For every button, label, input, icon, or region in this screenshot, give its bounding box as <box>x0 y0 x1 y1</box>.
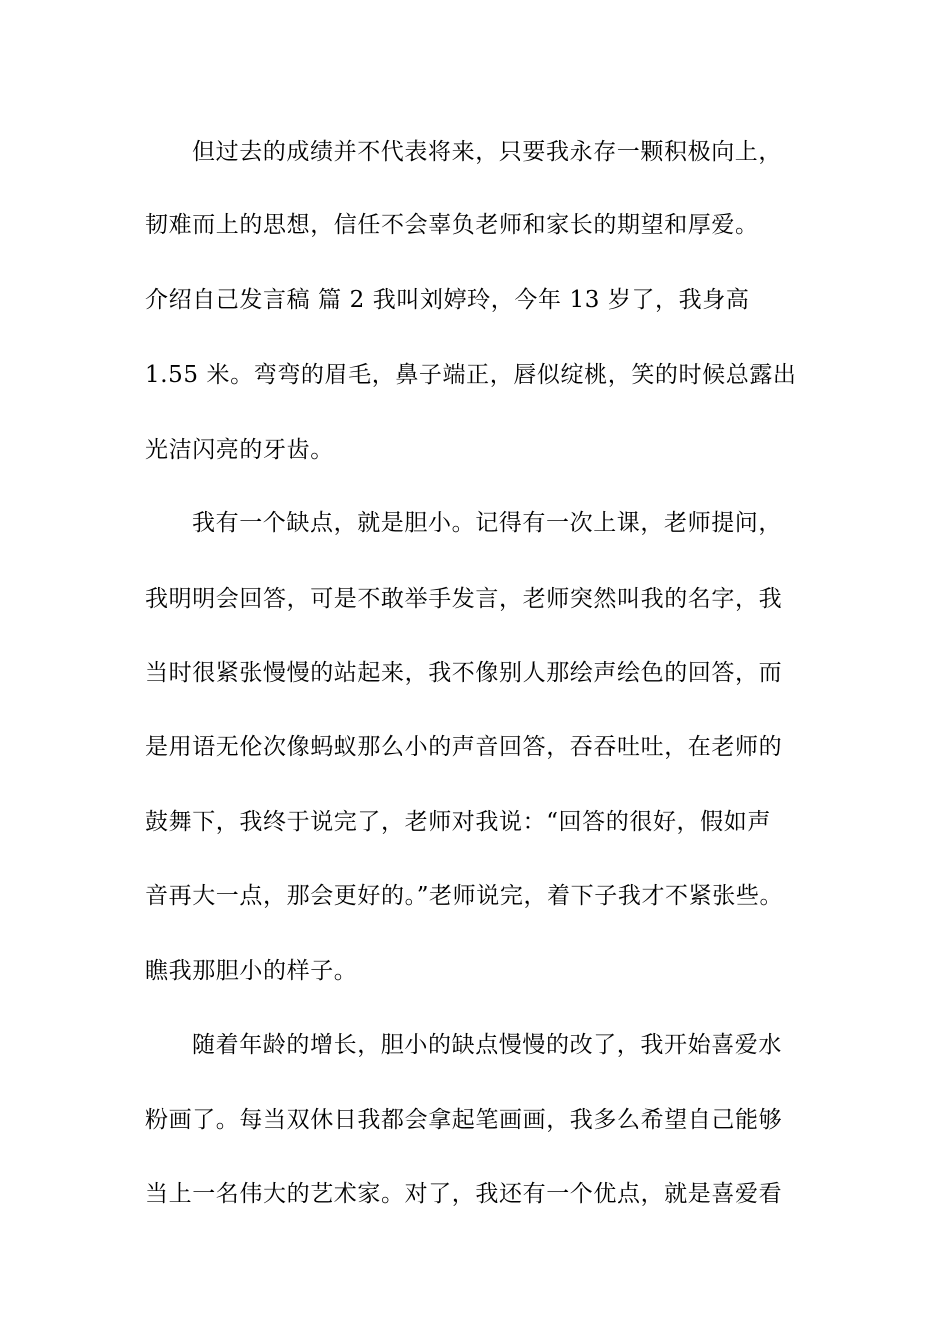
text-line-11: 音再大一点，那会更好的。”老师说完，着下子我才不紧张些。 <box>145 883 784 909</box>
text-line-9: 是用语无伦次像蚂蚁那么小的声音回答，吞吞吐吐，在老师的 <box>145 734 783 760</box>
text-line-15: 当上一名伟大的艺术家。对了，我还有一个优点，就是喜爱看 <box>145 1181 783 1207</box>
text-line-7: 我明明会回答，可是不敢举手发言，老师突然叫我的名字，我 <box>145 586 783 612</box>
text-line-5: 光洁闪亮的牙齿。 <box>145 437 334 463</box>
text-line-2: 韧难而上的思想，信任不会辜负老师和家长的期望和厚爱。 <box>145 212 759 238</box>
text-line-3-section-heading: 介绍自己发言稿 篇 2 我叫刘婷玲，今年 13 岁了，我身高 <box>145 287 750 313</box>
text-line-1: 但过去的成绩并不代表将来，只要我永存一颗积极向上， <box>192 139 782 165</box>
text-line-12: 瞧我那胆小的样子。 <box>145 958 358 984</box>
text-line-13: 随着年龄的增长，胆小的缺点慢慢的改了，我开始喜爱水 <box>192 1032 782 1058</box>
text-line-8: 当时很紧张慢慢的站起来，我不像别人那绘声绘色的回答，而 <box>145 660 783 686</box>
text-line-10: 鼓舞下，我终于说完了，老师对我说：“回答的很好，假如声 <box>145 809 771 835</box>
text-line-6: 我有一个缺点，就是胆小。记得有一次上课，老师提问， <box>192 510 782 536</box>
text-line-4: 1.55 米。弯弯的眉毛，鼻子端正，唇似绽桃，笑的时候总露出 <box>145 362 797 388</box>
text-line-14: 粉画了。每当双休日我都会拿起笔画画，我多么希望自己能够 <box>145 1107 783 1133</box>
